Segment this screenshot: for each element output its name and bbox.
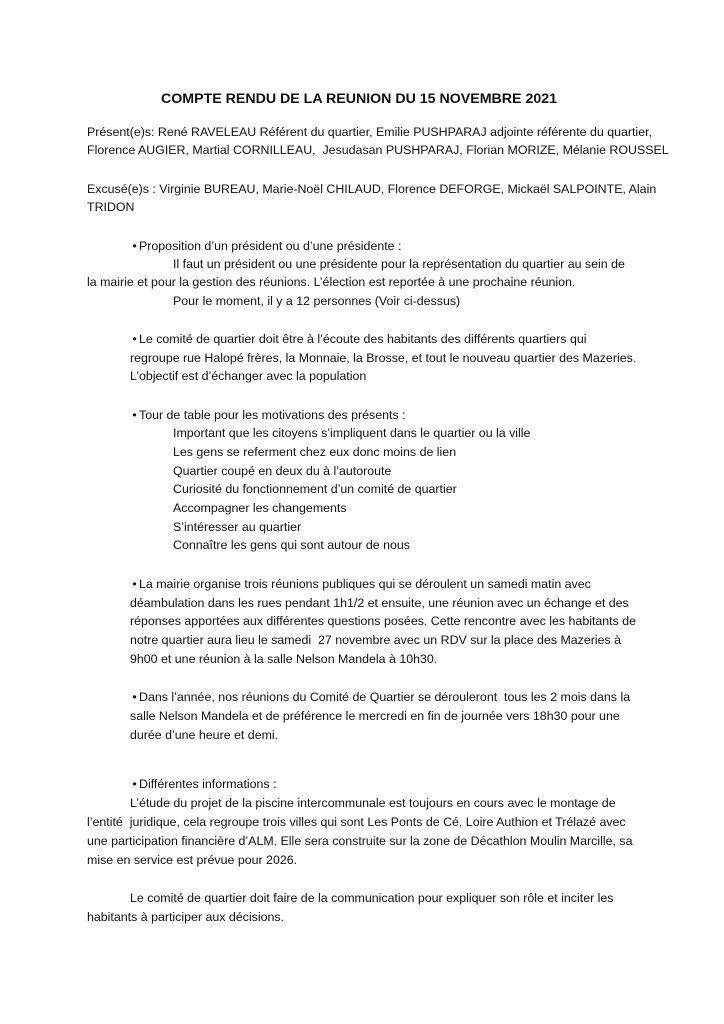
paragraph-line: L’objectif est d’échanger avec la population — [130, 369, 367, 383]
bullet: • — [132, 332, 137, 346]
paragraph-line: Il faut un président ou une présidente pour la représentation du quartier au sein de — [173, 257, 625, 271]
bullet-paragraph-line — [130, 688, 630, 707]
paragraph-line: 9h00 et une réunion à la salle Nelson Mandela à 10h30. — [130, 652, 438, 666]
section-heading-text: Proposition d’un président ou d’une présidente : — [139, 239, 402, 253]
bullet: • — [132, 777, 137, 791]
section-heading — [130, 406, 406, 425]
bullet-paragraph-line — [130, 330, 586, 349]
motivation-item: Important que les citoyens s’impliquent dans le quartier ou la ville — [173, 426, 531, 440]
attendees-line: Présent(e)s: René RAVELEAU Référent du quartier, Emilie PUSHPARAJ adjointe référente du quartier, — [87, 125, 652, 139]
paragraph-text: La mairie organise trois réunions publiques qui se déroulent un samedi matin avec — [139, 577, 591, 591]
bullet: • — [132, 239, 137, 253]
document-title: COMPTE RENDU DE LA REUNION DU 15 NOVEMBRE 2021 — [161, 91, 558, 107]
paragraph-line: regroupe rue Halopé frères, la Monnaie, la Brosse, et tout le nouveau quartier des Mazeries. — [130, 351, 637, 365]
section-heading — [130, 775, 277, 794]
attendees-line: Florence AUGIER, Martial CORNILLEAU, Jesudasan PUSHPARAJ, Florian MORIZE, Mélanie ROUSSEL — [87, 143, 669, 157]
bullet: • — [132, 408, 137, 422]
closing-line: Le comité de quartier doit faire de la communication pour expliquer son rôle et inciter les — [130, 891, 614, 905]
paragraph-line: réponses apportées aux différentes questions posées. Cette rencontre avec les habitants de — [130, 614, 637, 628]
section-heading-text: Différentes informations : — [139, 777, 277, 791]
paragraph-line: durée d’une heure et demi. — [130, 728, 279, 742]
bullet: • — [132, 577, 137, 591]
section-heading-text: Tour de table pour les motivations des présents : — [139, 408, 406, 422]
paragraph-line: l’entité juridique, cela regroupe trois villes qui sont Les Ponts de Cé, Loire Authion et Trélazé avec — [87, 815, 626, 829]
excused-line: TRIDON — [87, 200, 135, 214]
paragraph-line: notre quartier aura lieu le samedi 27 novembre avec un RDV sur la place des Mazeries à — [130, 633, 622, 647]
paragraph-line: une participation financière d’ALM. Elle sera construite sur la zone de Décathlon Moulin Marcille, sa — [87, 834, 633, 848]
bullet: • — [132, 690, 137, 704]
closing-line: habitants à participer aux décisions. — [87, 910, 284, 924]
motivation-item: Les gens se referment chez eux donc moins de lien — [173, 445, 457, 459]
paragraph-line: L’étude du projet de la piscine intercommunale est toujours en cours avec le montage de — [130, 796, 616, 810]
paragraph-line: Pour le moment, il y a 12 personnes (Voir ci-dessus) — [173, 294, 461, 308]
motivation-item: Quartier coupé en deux du à l’autoroute — [173, 464, 392, 478]
bullet-paragraph-line — [130, 575, 591, 594]
paragraph-line: la mairie et pour la gestion des réunions. L’élection est reportée à une prochaine réunion. — [87, 275, 576, 289]
excused-line: Excusé(e)s : Virginie BUREAU, Marie-Noël CHILAUD, Florence DEFORGE, Mickaël SALPOINTE, Alain — [87, 182, 657, 196]
paragraph-text: Le comité de quartier doit être à l’écoute des habitants des différents quartiers qui — [139, 332, 587, 346]
paragraph-line: salle Nelson Mandela et de préférence le mercredi en fin de journée vers 18h30 pour une — [130, 709, 620, 723]
paragraph-line: déambulation dans les rues pendant 1h1/2 et ensuite, une réunion avec un échange et des — [130, 596, 629, 610]
motivation-item: Accompagner les changements — [173, 501, 347, 515]
motivation-item: Curiosité du fonctionnement d’un comité de quartier — [173, 482, 457, 496]
paragraph-line: mise en service est prévue pour 2026. — [87, 853, 298, 867]
motivation-item: S’intéresser au quartier — [173, 520, 302, 534]
section-heading — [130, 237, 401, 256]
paragraph-text: Dans l’année, nos réunions du Comité de Quartier se dérouleront tous les 2 mois dans la — [139, 690, 631, 704]
motivation-item: Connaître les gens qui sont autour de nous — [173, 538, 410, 552]
